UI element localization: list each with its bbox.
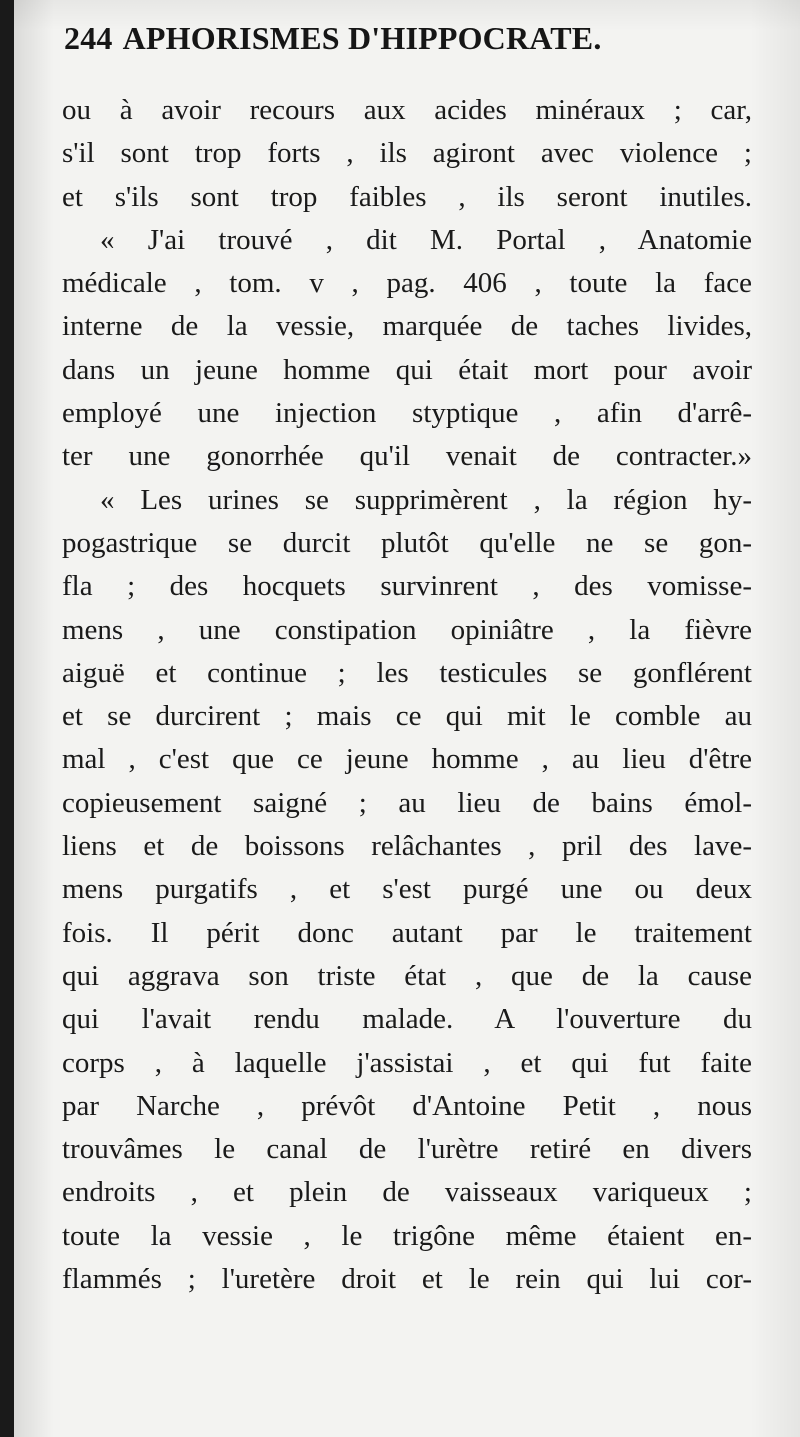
text-line: fois. Il périt donc autant par le traitement (62, 916, 752, 949)
text-line: liens et de boissons relâchantes , pril des lave- (62, 830, 752, 863)
text-line: mens purgatifs , et s'est purgé une ou deux (62, 873, 752, 906)
text-line: fla ; des hocquets survinrent , des vomisse- (62, 570, 752, 603)
text-line: « Les urines se supprimèrent , la région hy- (100, 483, 752, 516)
text-line: trouvâmes le canal de l'urètre retiré en divers (62, 1133, 752, 1166)
book-page (14, 0, 800, 1437)
running-header (64, 20, 602, 57)
text-line: copieusement saigné ; au lieu de bains émol- (62, 786, 752, 819)
text-line: ou à avoir recours aux acides minéraux ; car, (62, 94, 752, 126)
page-number: 244 (64, 20, 113, 56)
text-line: s'il sont trop forts , ils agiront avec violence ; (62, 137, 752, 170)
text-line: corps , à laquelle j'assistai , et qui fut faite (62, 1046, 752, 1079)
text-line: aiguë et continue ; les testicules se gonflérent (62, 656, 752, 689)
text-line: mal , c'est que ce jeune homme , au lieu d'être (62, 743, 752, 776)
running-title: APHORISMES D'HIPPOCRATE. (122, 20, 602, 56)
text-line: et s'ils sont trop faibles , ils seront inutiles. (62, 180, 752, 213)
text-line: dans un jeune homme qui était mort pour avoir (62, 353, 752, 386)
text-line: par Narche , prévôt d'Antoine Petit , nous (62, 1089, 752, 1122)
text-line: médicale , tom. v , pag. 406 , toute la face (62, 267, 752, 300)
text-line: flammés ; l'uretère droit et le rein qui lui cor- (62, 1263, 752, 1296)
text-line: interne de la vessie, marquée de taches livides, (62, 310, 752, 343)
text-line: toute la vessie , le trigône même étaient en- (62, 1219, 752, 1252)
text-line: « J'ai trouvé , dit M. Portal , Anatomie (100, 223, 752, 256)
text-line: employé une injection styptique , afin d'arrê- (62, 397, 752, 430)
text-line: qui aggrava son triste état , que de la cause (62, 959, 752, 992)
text-line: mens , une constipation opiniâtre , la fièvre (62, 613, 752, 646)
text-line: ter une gonorrhée qu'il venait de contracter.» (62, 440, 752, 473)
text-line: qui l'avait rendu malade. A l'ouverture du (62, 1003, 752, 1036)
text-line: pogastrique se durcit plutôt qu'elle ne se gon- (62, 526, 752, 559)
text-line: endroits , et plein de vaisseaux variqueux ; (62, 1176, 752, 1209)
text-line: et se durcirent ; mais ce qui mit le comble au (62, 700, 752, 733)
body-text (62, 89, 752, 1301)
